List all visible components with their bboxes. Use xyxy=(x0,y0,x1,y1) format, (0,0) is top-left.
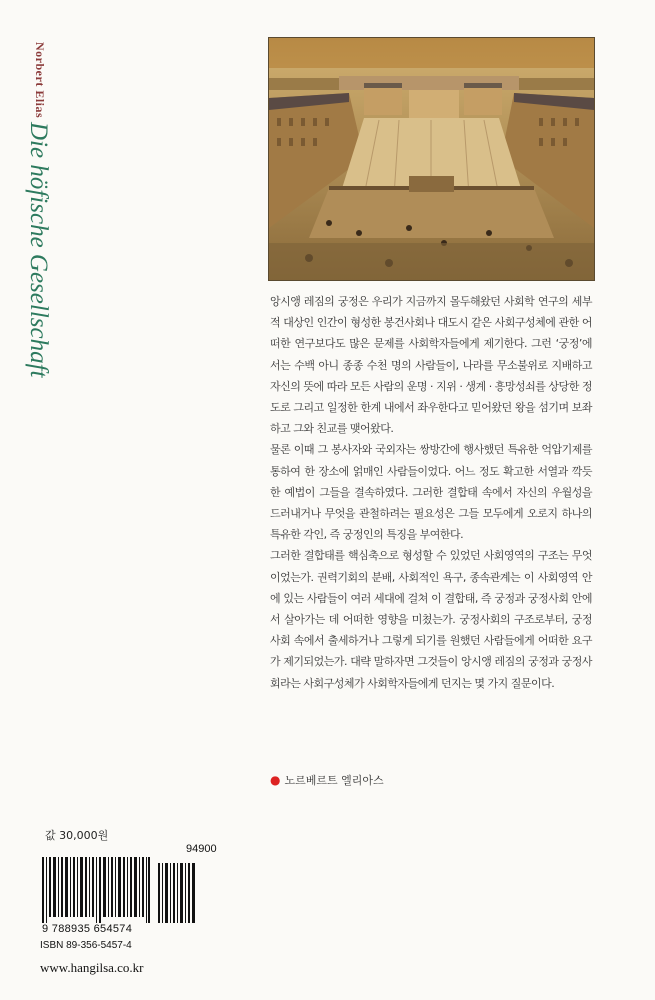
publisher-website: www.hangilsa.co.kr xyxy=(40,960,144,975)
barcode-icon xyxy=(40,857,198,923)
spine-author: Norbert Elias xyxy=(33,42,47,119)
book-spine xyxy=(10,30,70,460)
barcode-addon-number: 94900 xyxy=(186,843,217,855)
isbn-label: ISBN 89-356-5457-4 xyxy=(40,940,132,951)
paragraph: 앙시앵 레짐의 궁정은 우리가 지금까지 몰두해왔던 사회학 연구의 세부적 대상인 인간이 형성한 봉건사회나 대도시 같은 사회구성체에 관한 어떠한 연구보다도 많은 문제를 사회학자들에게 제기한다. 그런 ‘궁정’에서는 수백 아니 종종 수천 명의 사람들이, 나라를 무소불위로 지배하고 자신의 뜻에 따라 모든 사람의 운명 · 지위 · 생계 · 흥망성쇠를 상당한 정도로 그리고 일정한 한계 내에서 좌우한다고 믿어왔던 왕을 섬기며 보좌하고 그와 친교를 맺어왔다. xyxy=(270,295,592,436)
price-label: 값 30,000원 xyxy=(45,829,109,842)
signature-text: 노르베르트 엘리아스 xyxy=(284,774,384,787)
bullet-icon: ● xyxy=(270,773,281,787)
paragraph: 물론 이때 그 봉사자와 국외자는 쌍방간에 행사했던 특유한 억압기제를 통하여 한 장소에 얽매인 사람들이었다. 어느 정도 확고한 서열과 깍듯한 예법이 그들을 결속하였다. 그러한 결합태 속에서 자신의 우월성을 드러내거나 무엇을 관철하려는 필요성은 그들 모두에게 오로지 하나의 특유한 각인, 즉 궁정인의 특징을 부여한다. xyxy=(270,443,592,542)
author-signature xyxy=(270,772,570,788)
barcode-block xyxy=(40,843,217,975)
barcode-ean-number: 9 788935 654574 xyxy=(42,923,133,935)
paragraph: 그러한 결합태를 핵심축으로 형성할 수 있었던 사회영역의 구조는 무엇이었는가. 권력기회의 분배, 사회적인 욕구, 종속관계는 이 사회영역 안에 있는 사람들이 여러 세대에 걸쳐 이 결합태, 즉 궁정과 궁정사회 안에서 살아가는 데 어떠한 영향을 미쳤는가. 궁정사회의 구조로부터, 궁정사회 속에서 출세하거나 그렇게 되기를 원했던 사람들에게 어떠한 요구가 제기되었는가. 대략 말하자면 그것들이 앙시앵 레짐의 궁정과 궁정사회라는 사회구성체가 사회학자들에게 던지는 몇 가지 질문이다. xyxy=(270,549,592,690)
palace-painting-image xyxy=(268,37,595,281)
description-text xyxy=(270,291,592,694)
spine-title: Die höfische Gesellschaft xyxy=(25,122,52,378)
